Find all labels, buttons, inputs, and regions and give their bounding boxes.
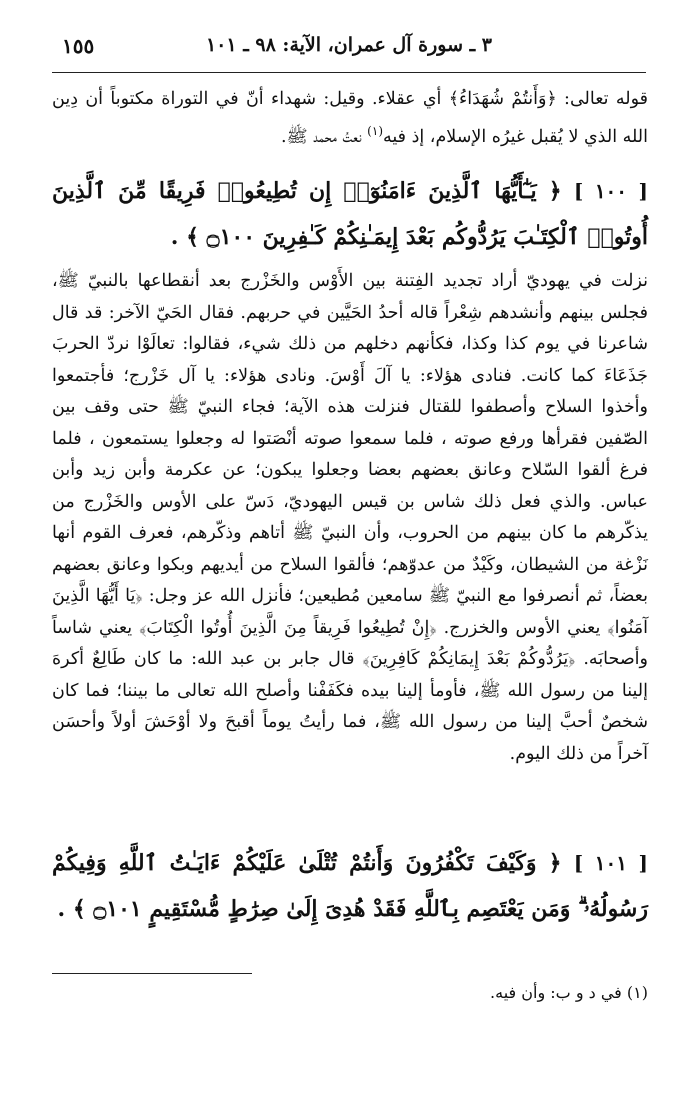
intro-text: قوله تعالى: ﴿وَأَنتُمْ شُهَدَاءُ﴾ أي عقلاء. وقيل: شهداء أنّ في التوراة مكتوباً أن دِين الله الذي لا يُقبل غيرُه الإسلام، إذ فيه [52, 89, 648, 147]
footnote-reference[interactable]: (١) [367, 123, 383, 138]
page-header [50, 34, 648, 68]
intro-text-end: نعتُ محمد ﷺ. [280, 126, 368, 147]
commentary-paragraph: نزلت في يهوديّ أراد تجديد الفِتنة بين الأَوْس والخَزْرج بعد أنقطاعها بالنبيّ ﷺ، فجلس بينهم وأنشدهم شِعْراً قاله أحدُ الحَيَّين في حربهم. فقال الحَيّ الآخر: قد قال شاعرنا في يوم كذا وكذا، فكأنهم دخلهم من ذلك شيء، فقالوا: تعالَوْا نردّ الحربَ جَذَعَاءَ كما كانت. فنادى هؤلاء: يا آلَ أَوْسَ. ونادى هؤلاء: يا آل خَزْرج؛ فأجتمعوا وأخذوا السلاح وأصطفوا للقتال فنزلت هذه الآية؛ فجاء النبيّ ﷺ حتى وقف بين الصّفين فقرأها ورفع صوته ، فلما سمعوا صوته أنْصَتوا له وجعلوا يستمعون ، فلما فرغ ألقوا السّلاح وعانق بعضهم بعضا وجعلوا يبكون؛ عن عكرمة وأبن زيد وأبن عباس. والذي فعل ذلك شاس بن قيس اليهوديّ، دَسّ على الأوس والخَزْرج من يذكّرهم ما كان بينهم من الحروب، وأن النبيّ ﷺ أتاهم وذكّرهم، فعرف القوم أنها نَزْغة من الشيطان، وكَيْدٌ من عدوّهم؛ فألقوا السلاح من أيديهم وبكوا وعانق بعضهم بعضاً، ثم أنصرفوا مع النبيّ ﷺ سامعين مُطيعين؛ فأنزل الله عز وجل: ﴿يَا أَيُّهَا الَّذِينَ آمَنُوا﴾ يعني الأوس والخزرج. ﴿إِنْ تُطِيعُوا فَرِيقاً مِنَ الَّذِينَ أُوتُوا الْكِتَابَ﴾ يعني شاساً وأصحابَه. ﴿يَرُدُّوكُمْ بَعْدَ إِيمَانِكُمْ كَافِرِينَ﴾ قال جابر بن عبد الله: ما كان طَالِعٌ أكرهَ إلينا من رسول الله ﷺ، فأومأ إلينا بيده فكَفَفْنا وأصلح الله تعالى ما بيننا؛ فما كان شخصٌ أحبَّ إلينا من رسول الله ﷺ، فما رأيتُ يوماً أقبحَ ولا أوْحَشَ أولاً وأحسَن آخراً من ذلك اليوم. [52, 271, 648, 764]
surah-heading: ٣ ـ سورة آل عمران، الآية: ٩٨ ـ ١٠١ [205, 34, 493, 56]
header-divider [52, 72, 646, 73]
footnote-divider [52, 973, 252, 974]
page-number: ١٥٥ [62, 34, 95, 58]
verse-text-101: ﴿ وَكَيْفَ تَكْفُرُونَ وَأَنتُمْ تُتْلَىٰ عَلَيْكُمْ ءَايَـٰتُ ٱللَّهِ وَفِيكُمْ رَسُولُهُۥ ۗ وَمَن يَعْتَصِم بِٱللَّهِ فَقَدْ هُدِىَ إِلَىٰ صِرَٰطٍ مُّسْتَقِيمٍ ۝١٠١ ﴾ . [52, 850, 648, 922]
verse-text-100: ﴿ يَـٰٓأَيُّهَا ٱلَّذِينَ ءَامَنُوٓا۟ إِن تُطِيعُوا۟ فَرِيقًا مِّنَ ٱلَّذِينَ أُوتُوا۟ ٱلْكِتَـٰبَ يَرُدُّوكُم بَعْدَ إِيمَـٰنِكُمْ كَـٰفِرِينَ ۝١٠٠ ﴾ . [52, 178, 648, 250]
intro-paragraph [52, 84, 648, 153]
verse-101 [52, 840, 648, 932]
verse-number-101: [ ١٠١ ] [573, 851, 648, 875]
footnote: (١) في د و ب: وأن فيه. [490, 983, 648, 1002]
verse-100 [52, 168, 648, 260]
verse-number-100: [ ١٠٠ ] [573, 179, 648, 203]
